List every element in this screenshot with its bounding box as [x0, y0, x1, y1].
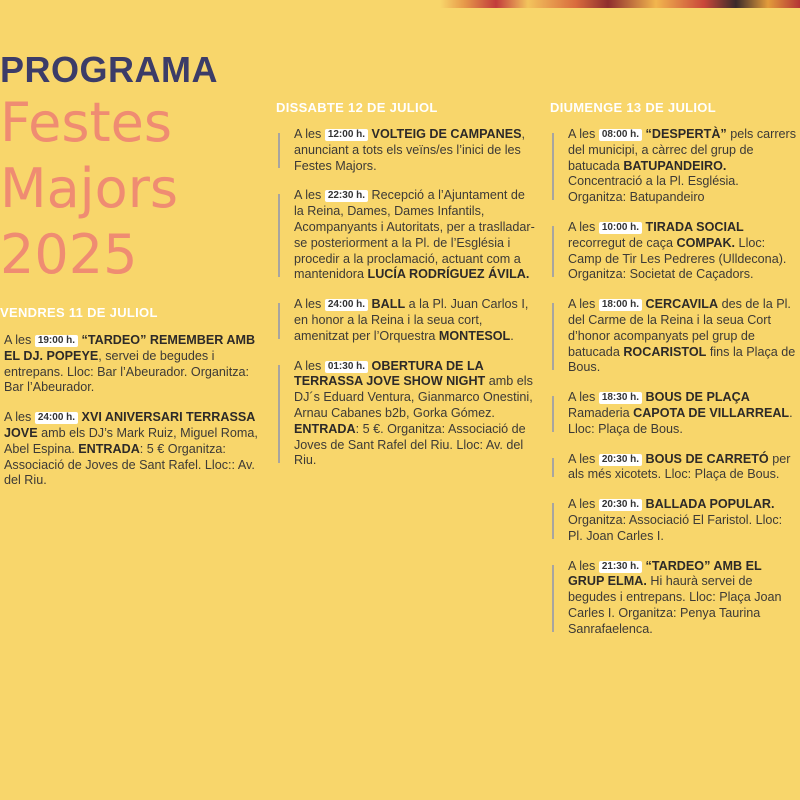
event-prefix: A les [568, 451, 599, 466]
event-time: 18:30 h. [599, 392, 642, 404]
title-programa: PROGRAMA [0, 49, 218, 90]
title-majors: Majors [0, 157, 179, 220]
event-text: per als més xicotets. Lloc: Plaça de Bous. [568, 451, 791, 482]
event-time: 20:30 h. [599, 499, 642, 511]
event-highlight: ENTRADA [294, 421, 356, 436]
event-item [0, 410, 258, 489]
event-item [550, 127, 800, 206]
event-text: , anunciant a tots els veïns/es l’inici de les Festes Majors. [294, 127, 526, 173]
event-title: BOUS DE CARRETÓ [642, 451, 769, 466]
event-highlight: CAPOTA DE VILLARREAL [633, 405, 790, 420]
event-text-2: . [510, 328, 514, 343]
event-time: 24:00 h. [35, 412, 78, 424]
title-festes: Festes [0, 91, 172, 154]
day-header-sunday: DIUMENGE 13 DE JULIOL [550, 100, 716, 115]
event-text: Ramaderia [568, 405, 634, 420]
title-year: 2025 [0, 223, 138, 286]
event-prefix: A les [4, 333, 35, 347]
event-prefix: A les [568, 219, 599, 234]
event-title: XVI ANIVERSARI TERRASSA JOVE [4, 410, 255, 440]
event-text: Recepció a l’Ajuntament de la Reina, Dames, Dames Infantils, Acompanyants i Autoritats, per a traslladar-se posteriorment a la Pl. de l’Església i procedir a la proclamació, actuant com a mantenidora [294, 188, 535, 282]
event-text: amb els DJ’s Mark Ruiz, Miguel Roma, Abel Espina. [4, 425, 258, 456]
event-title: VOLTEIG DE CAMPANES [368, 127, 522, 141]
event-text-2: : 5 € Organitza: Associació de Joves de Sant Rafel. Lloc:: Av. del Riu. [4, 441, 255, 488]
event-item [276, 297, 538, 344]
event-prefix: A les [294, 127, 325, 141]
event-text: a la Pl. Juan Carlos I, en honor a la Reina i la seua cort, amenitzat per l’Orquestra [294, 297, 529, 343]
event-item [550, 452, 800, 484]
event-text-2: : 5 €. Organitza: Associació de Joves de Sant Rafel del Riu. Lloc: Av. del Riu. [294, 421, 526, 468]
event-text-2: Concentració a la Pl. Església. Organitza: Batupandeiro [568, 174, 739, 205]
event-title: TIRADA SOCIAL [642, 219, 744, 234]
day-header-friday: VENDRES 11 DE JULIOL [0, 305, 158, 320]
event-highlight: MONTESOL [438, 328, 511, 343]
event-title: OBERTURA DE LA TERRASSA JOVE SHOW NIGHT [294, 358, 486, 389]
top-decorative-strip [0, 0, 800, 8]
event-prefix: A les [568, 127, 599, 141]
event-prefix: A les [294, 188, 325, 203]
event-prefix: A les [294, 358, 325, 373]
day-header-saturday: DISSABTE 12 DE JULIOL [276, 100, 438, 115]
event-item [550, 559, 800, 638]
friday-events [0, 333, 258, 503]
event-prefix: A les [568, 558, 599, 573]
event-item [550, 497, 800, 544]
event-prefix: A les [568, 497, 599, 512]
event-time: 10:00 h. [599, 222, 642, 234]
event-highlight: BATUPANDEIRO. [623, 158, 727, 173]
event-text: des de la Pl. del Carme de la Reina i la seua Cort d’honor acompanyats pel grup de batucada [568, 297, 791, 359]
event-item [276, 188, 538, 283]
event-title: CERCAVILA [642, 297, 719, 312]
event-time: 12:00 h. [325, 129, 368, 141]
event-text: Hi haurà servei de begudes i entrepans. Lloc: Plaça Joan Carles I. Organitza: Penya Taurina Sanrafaelenca. [568, 574, 782, 636]
event-highlight: ENTRADA [78, 441, 140, 456]
event-title: BALL [368, 297, 406, 312]
event-text: , servei de begudes i entrepans. Lloc: Bar l’Abeurador. Organitza: Bar l’Abeurador. [4, 348, 250, 395]
event-item [550, 390, 800, 437]
event-text-2: Lloc: Camp de Tir Les Pedreres (Ulldecona). Organitza: Societat de Caçadors. [568, 235, 787, 282]
event-time: 08:00 h. [599, 129, 642, 141]
event-time: 20:30 h. [599, 454, 642, 466]
event-item [276, 359, 538, 470]
event-highlight: LUCÍA RODRÍGUEZ ÁVILA. [367, 267, 530, 282]
event-text: pels carrers del municipi, a càrrec del grup de batucada [568, 127, 797, 173]
event-text: amb els DJ´s Eduard Ventura, Gianmarco Onestini, Arnau Cabanes b2b, Gorka Gómez. [294, 374, 533, 420]
event-highlight: COMPAK. [676, 235, 736, 250]
event-time: 21:30 h. [599, 561, 642, 573]
event-prefix: A les [4, 410, 35, 425]
title-block [0, 49, 260, 286]
event-prefix: A les [568, 297, 599, 312]
event-text: recorregut de caça [568, 235, 677, 250]
event-item [550, 297, 800, 376]
event-time: 22:30 h. [325, 190, 368, 202]
saturday-events [276, 127, 538, 483]
event-item [550, 220, 800, 283]
event-text-2: . Lloc: Plaça de Bous. [568, 405, 793, 436]
event-time: 19:00 h. [35, 335, 78, 347]
sunday-events [550, 127, 800, 652]
event-title: BOUS DE PLAÇA [642, 390, 750, 405]
event-title: “DESPERTÀ” [642, 127, 727, 141]
event-time: 18:00 h. [599, 299, 642, 311]
event-text: Organitza: Associació El Faristol. Lloc: Pl. Joan Carles I. [568, 512, 783, 543]
event-prefix: A les [568, 390, 599, 405]
event-title: “TARDEO” REMEMBER AMB EL DJ. POPEYE [4, 333, 256, 363]
event-highlight: ROCARISTOL [623, 344, 707, 359]
event-time: 24:00 h. [325, 299, 368, 311]
event-item [0, 333, 258, 396]
event-title: “TARDEO” AMB EL GRUP ELMA. [568, 558, 762, 589]
event-item [276, 127, 538, 174]
event-text-2: fins la Plaça de Bous. [568, 344, 796, 375]
event-title: BALLADA POPULAR. [642, 497, 775, 512]
event-prefix: A les [294, 297, 325, 312]
event-time: 01:30 h. [325, 361, 368, 373]
